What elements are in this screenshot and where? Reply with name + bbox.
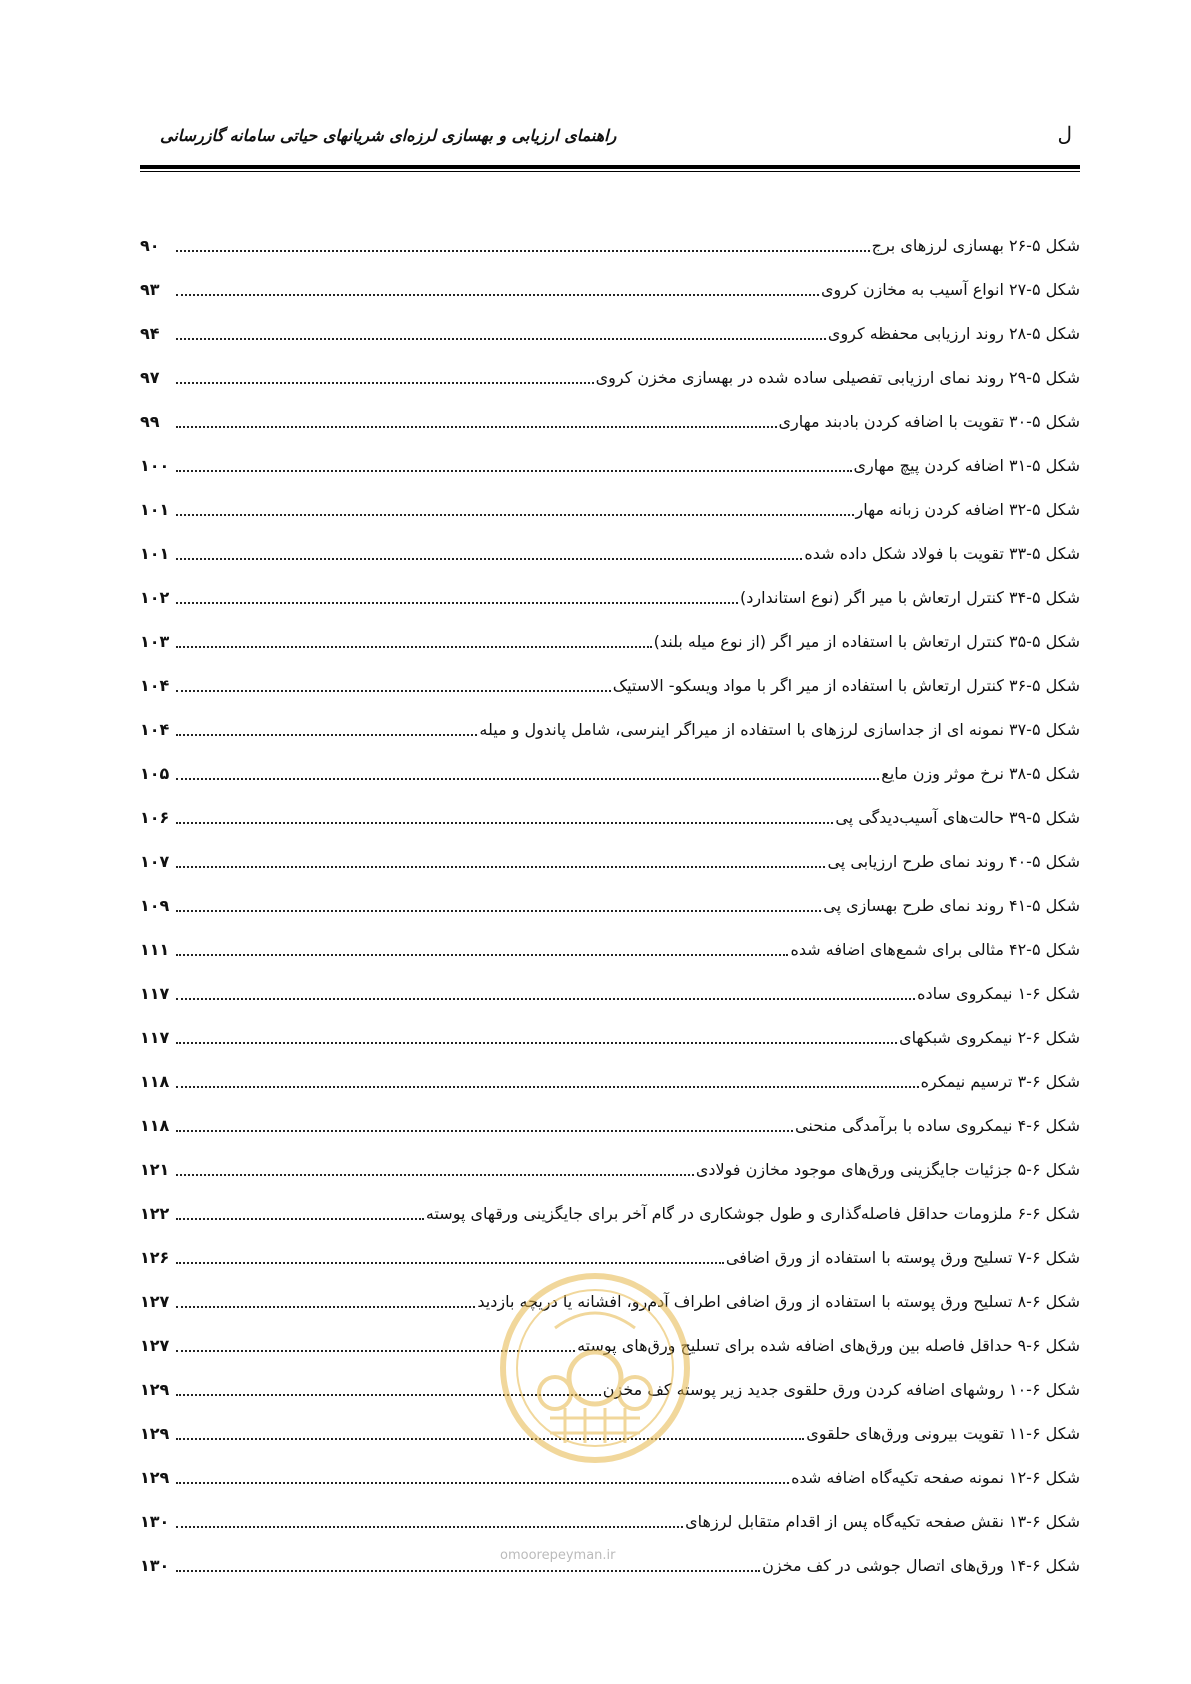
- toc-entry[interactable]: [140, 828, 1080, 872]
- entry-page-number: ۱۱۸: [140, 1072, 170, 1091]
- dot-leader: [176, 338, 826, 340]
- entry-title: شکل ۵-۲۶ بهسازی لرزهای برج: [871, 236, 1080, 255]
- toc-entry[interactable]: [140, 476, 1080, 520]
- entry-title: شکل ۶-۱۲ نمونه صفحه تکیه‌گاه اضافه شده: [791, 1468, 1080, 1487]
- toc-entry[interactable]: [140, 1180, 1080, 1224]
- toc-entry[interactable]: [140, 916, 1080, 960]
- header-rule-thin: [140, 171, 1080, 172]
- toc-entry[interactable]: [140, 696, 1080, 740]
- toc-entry[interactable]: [140, 344, 1080, 388]
- entry-title: شکل ۵-۴۱ روند نمای طرح بهسازی پی: [823, 896, 1080, 915]
- entry-title: شکل ۶-۱ نیمکروی ساده: [917, 984, 1080, 1003]
- entry-title: شکل ۵-۴۲ مثالی برای شمع‌های اضافه شده: [790, 940, 1080, 959]
- toc-entry[interactable]: [140, 388, 1080, 432]
- entry-title: شکل ۶-۷ تسلیح ورق پوسته با استفاده از ورق اضافی: [725, 1248, 1080, 1267]
- entry-title: شکل ۵-۳۶ کنترل ارتعاش با استفاده از میر اگر با مواد ویسکو- الاستیک: [612, 676, 1080, 695]
- running-title: راهنمای ارزیابی و بهسازی لرزه‌ای شریانهای حیاتی سامانه گازرسانی: [160, 126, 617, 145]
- watermark-seal-icon: [495, 1268, 695, 1468]
- entry-page-number: ۹۷: [140, 368, 160, 387]
- entry-page-number: ۱۳۰: [140, 1556, 170, 1575]
- entry-title: شکل ۵-۳۷ نمونه ای از جداسازی لرزهای با استفاده از میراگر اینرسی، شامل پاندول و میله: [479, 720, 1080, 739]
- toc-entry[interactable]: [140, 1048, 1080, 1092]
- entry-title: شکل ۵-۳۰ تقویت با اضافه کردن بادبند مهاری: [778, 412, 1080, 431]
- dot-leader: [176, 602, 738, 604]
- toc-entry[interactable]: [140, 564, 1080, 608]
- dot-leader: [176, 294, 819, 296]
- entry-title: شکل ۵-۳۲ اضافه کردن زبانه مهار: [855, 500, 1080, 519]
- header-rule-thick: [140, 165, 1080, 169]
- entry-page-number: ۹۰: [140, 236, 160, 255]
- dot-leader: [176, 382, 594, 384]
- toc-entry[interactable]: [140, 1488, 1080, 1532]
- entry-page-number: ۱۱۷: [140, 1028, 170, 1047]
- entry-title: شکل ۵-۴۰ روند نمای طرح ارزیابی پی: [827, 852, 1080, 871]
- entry-page-number: ۱۰۱: [140, 500, 170, 519]
- entry-page-number: ۱۳۰: [140, 1512, 170, 1531]
- entry-title: شکل ۵-۲۸ روند ارزیابی محفظه کروی: [827, 324, 1080, 343]
- dot-leader: [176, 822, 833, 824]
- entry-title: شکل ۶-۶ ملزومات حداقل فاصله‌گذاری و طول جوشکاری در گام آخر برای جایگزینی ورقهای پوسته: [425, 1204, 1080, 1223]
- entry-page-number: ۱۲۲: [140, 1204, 170, 1223]
- entry-title: شکل ۶-۹ حداقل فاصله بین ورق‌های اضافه شده برای تسلیح ورق‌های پوسته: [577, 1336, 1080, 1355]
- toc-entry[interactable]: [140, 432, 1080, 476]
- entry-page-number: ۹۳: [140, 280, 160, 299]
- entry-title: شکل ۶-۲ نیمکروی شبکهای: [899, 1028, 1080, 1047]
- dot-leader: [176, 470, 852, 472]
- dot-leader: [176, 426, 777, 428]
- dot-leader: [176, 1438, 804, 1440]
- dot-leader: [176, 690, 611, 692]
- entry-title: شکل ۶-۱۴ ورق‌های اتصال جوشی در کف مخزن: [762, 1556, 1080, 1575]
- dot-leader: [176, 1130, 793, 1132]
- toc-entry[interactable]: [140, 256, 1080, 300]
- entry-title: شکل ۶-۵ جزئیات جایگزینی ورق‌های موجود مخازن فولادی: [695, 1160, 1080, 1179]
- dot-leader: [176, 1526, 683, 1528]
- dot-leader: [176, 1482, 789, 1484]
- entry-title: شکل ۶-۱۰ روشهای اضافه کردن ورق حلقوی جدید زیر پوسته کف مخزن: [602, 1380, 1080, 1399]
- dot-leader: [176, 778, 879, 780]
- dot-leader: [176, 558, 802, 560]
- entry-page-number: ۱۲۱: [140, 1160, 170, 1179]
- watermark-url: omoorepeyman.ir: [500, 1548, 616, 1563]
- dot-leader: [176, 646, 652, 648]
- entry-page-number: ۱۰۹: [140, 896, 170, 915]
- entry-page-number: ۱۲۷: [140, 1292, 170, 1311]
- entry-title: شکل ۶-۸ تسلیح ورق پوسته با استفاده از ورق اضافی اطراف آدم‌رو، افشانه یا دریچه بازدید: [477, 1292, 1080, 1311]
- toc-entry[interactable]: [140, 652, 1080, 696]
- entry-page-number: ۱۰۶: [140, 808, 170, 827]
- page-number-letter: ل: [1057, 122, 1072, 146]
- entry-title: شکل ۶-۱۱ تقویت بیرونی ورق‌های حلقوی: [806, 1424, 1080, 1443]
- dot-leader: [176, 1570, 760, 1572]
- entry-page-number: ۱۰۴: [140, 676, 170, 695]
- entry-page-number: ۱۰۱: [140, 544, 170, 563]
- entry-title: شکل ۶-۳ ترسیم نیمکره: [920, 1072, 1080, 1091]
- dot-leader: [176, 910, 821, 912]
- dot-leader: [176, 1042, 897, 1044]
- entry-page-number: ۱۲۹: [140, 1424, 170, 1443]
- page-header: [140, 118, 1080, 154]
- toc-entry[interactable]: [140, 872, 1080, 916]
- entry-title: شکل ۵-۲۹ روند نمای ارزیابی تفصیلی ساده شده در بهسازی مخزن کروی: [595, 368, 1080, 387]
- entry-page-number: ۱۲۹: [140, 1380, 170, 1399]
- dot-leader: [176, 514, 854, 516]
- dot-leader: [176, 1218, 424, 1220]
- entry-page-number: ۱۲۶: [140, 1248, 170, 1267]
- entry-page-number: ۱۰۳: [140, 632, 170, 651]
- toc-entry[interactable]: [140, 960, 1080, 1004]
- entry-page-number: ۱۰۷: [140, 852, 170, 871]
- entry-page-number: ۱۰۵: [140, 764, 170, 783]
- entry-page-number: ۱۱۱: [140, 940, 170, 959]
- entry-title: شکل ۵-۲۷ انواع آسیب به مخازن کروی: [821, 280, 1080, 299]
- toc-entry[interactable]: [140, 1004, 1080, 1048]
- dot-leader: [176, 998, 915, 1000]
- dot-leader: [176, 734, 477, 736]
- toc-entry[interactable]: [140, 784, 1080, 828]
- entry-title: شکل ۵-۳۴ کنترل ارتعاش با میر اگر (نوع استاندارد): [740, 588, 1080, 607]
- entry-title: شکل ۶-۴ نیمکروی ساده با برآمدگی منحنی: [795, 1116, 1080, 1135]
- dot-leader: [176, 1262, 724, 1264]
- toc-entry[interactable]: [140, 608, 1080, 652]
- entry-page-number: ۱۰۰: [140, 456, 170, 475]
- dot-leader: [176, 1086, 919, 1088]
- entry-title: شکل ۶-۱۳ نقش صفحه تکیه‌گاه پس از اقدام متقابل لرزهای: [685, 1512, 1080, 1531]
- toc-entry[interactable]: [140, 740, 1080, 784]
- entry-page-number: ۹۴: [140, 324, 160, 343]
- entry-title: شکل ۵-۳۹ حالت‌های آسیب‌دیدگی پی: [835, 808, 1080, 827]
- toc-entry[interactable]: [140, 1224, 1080, 1268]
- toc-entry[interactable]: [140, 1136, 1080, 1180]
- entry-title: شکل ۵-۳۵ کنترل ارتعاش با استفاده از میر اگر (از نوع میله بلند): [653, 632, 1080, 651]
- dot-leader: [176, 866, 825, 868]
- entry-page-number: ۱۱۸: [140, 1116, 170, 1135]
- toc-entry[interactable]: [140, 1092, 1080, 1136]
- entry-title: شکل ۵-۳۱ اضافه کردن پیچ مهاری: [853, 456, 1080, 475]
- toc-entry[interactable]: [140, 212, 1080, 256]
- dot-leader: [176, 250, 870, 252]
- dot-leader: [176, 1174, 694, 1176]
- dot-leader: [176, 1306, 475, 1308]
- entry-page-number: ۱۱۷: [140, 984, 170, 1003]
- entry-page-number: ۱۰۲: [140, 588, 170, 607]
- entry-page-number: ۱۲۷: [140, 1336, 170, 1355]
- entry-title: شکل ۵-۳۳ تقویت با فولاد شکل داده شده: [804, 544, 1080, 563]
- toc-entry[interactable]: [140, 520, 1080, 564]
- entry-page-number: ۹۹: [140, 412, 160, 431]
- entry-title: شکل ۵-۳۸ نرخ موثر وزن مایع: [881, 764, 1080, 783]
- entry-page-number: ۱۲۹: [140, 1468, 170, 1487]
- toc-entry[interactable]: [140, 300, 1080, 344]
- entry-page-number: ۱۰۴: [140, 720, 170, 739]
- dot-leader: [176, 954, 788, 956]
